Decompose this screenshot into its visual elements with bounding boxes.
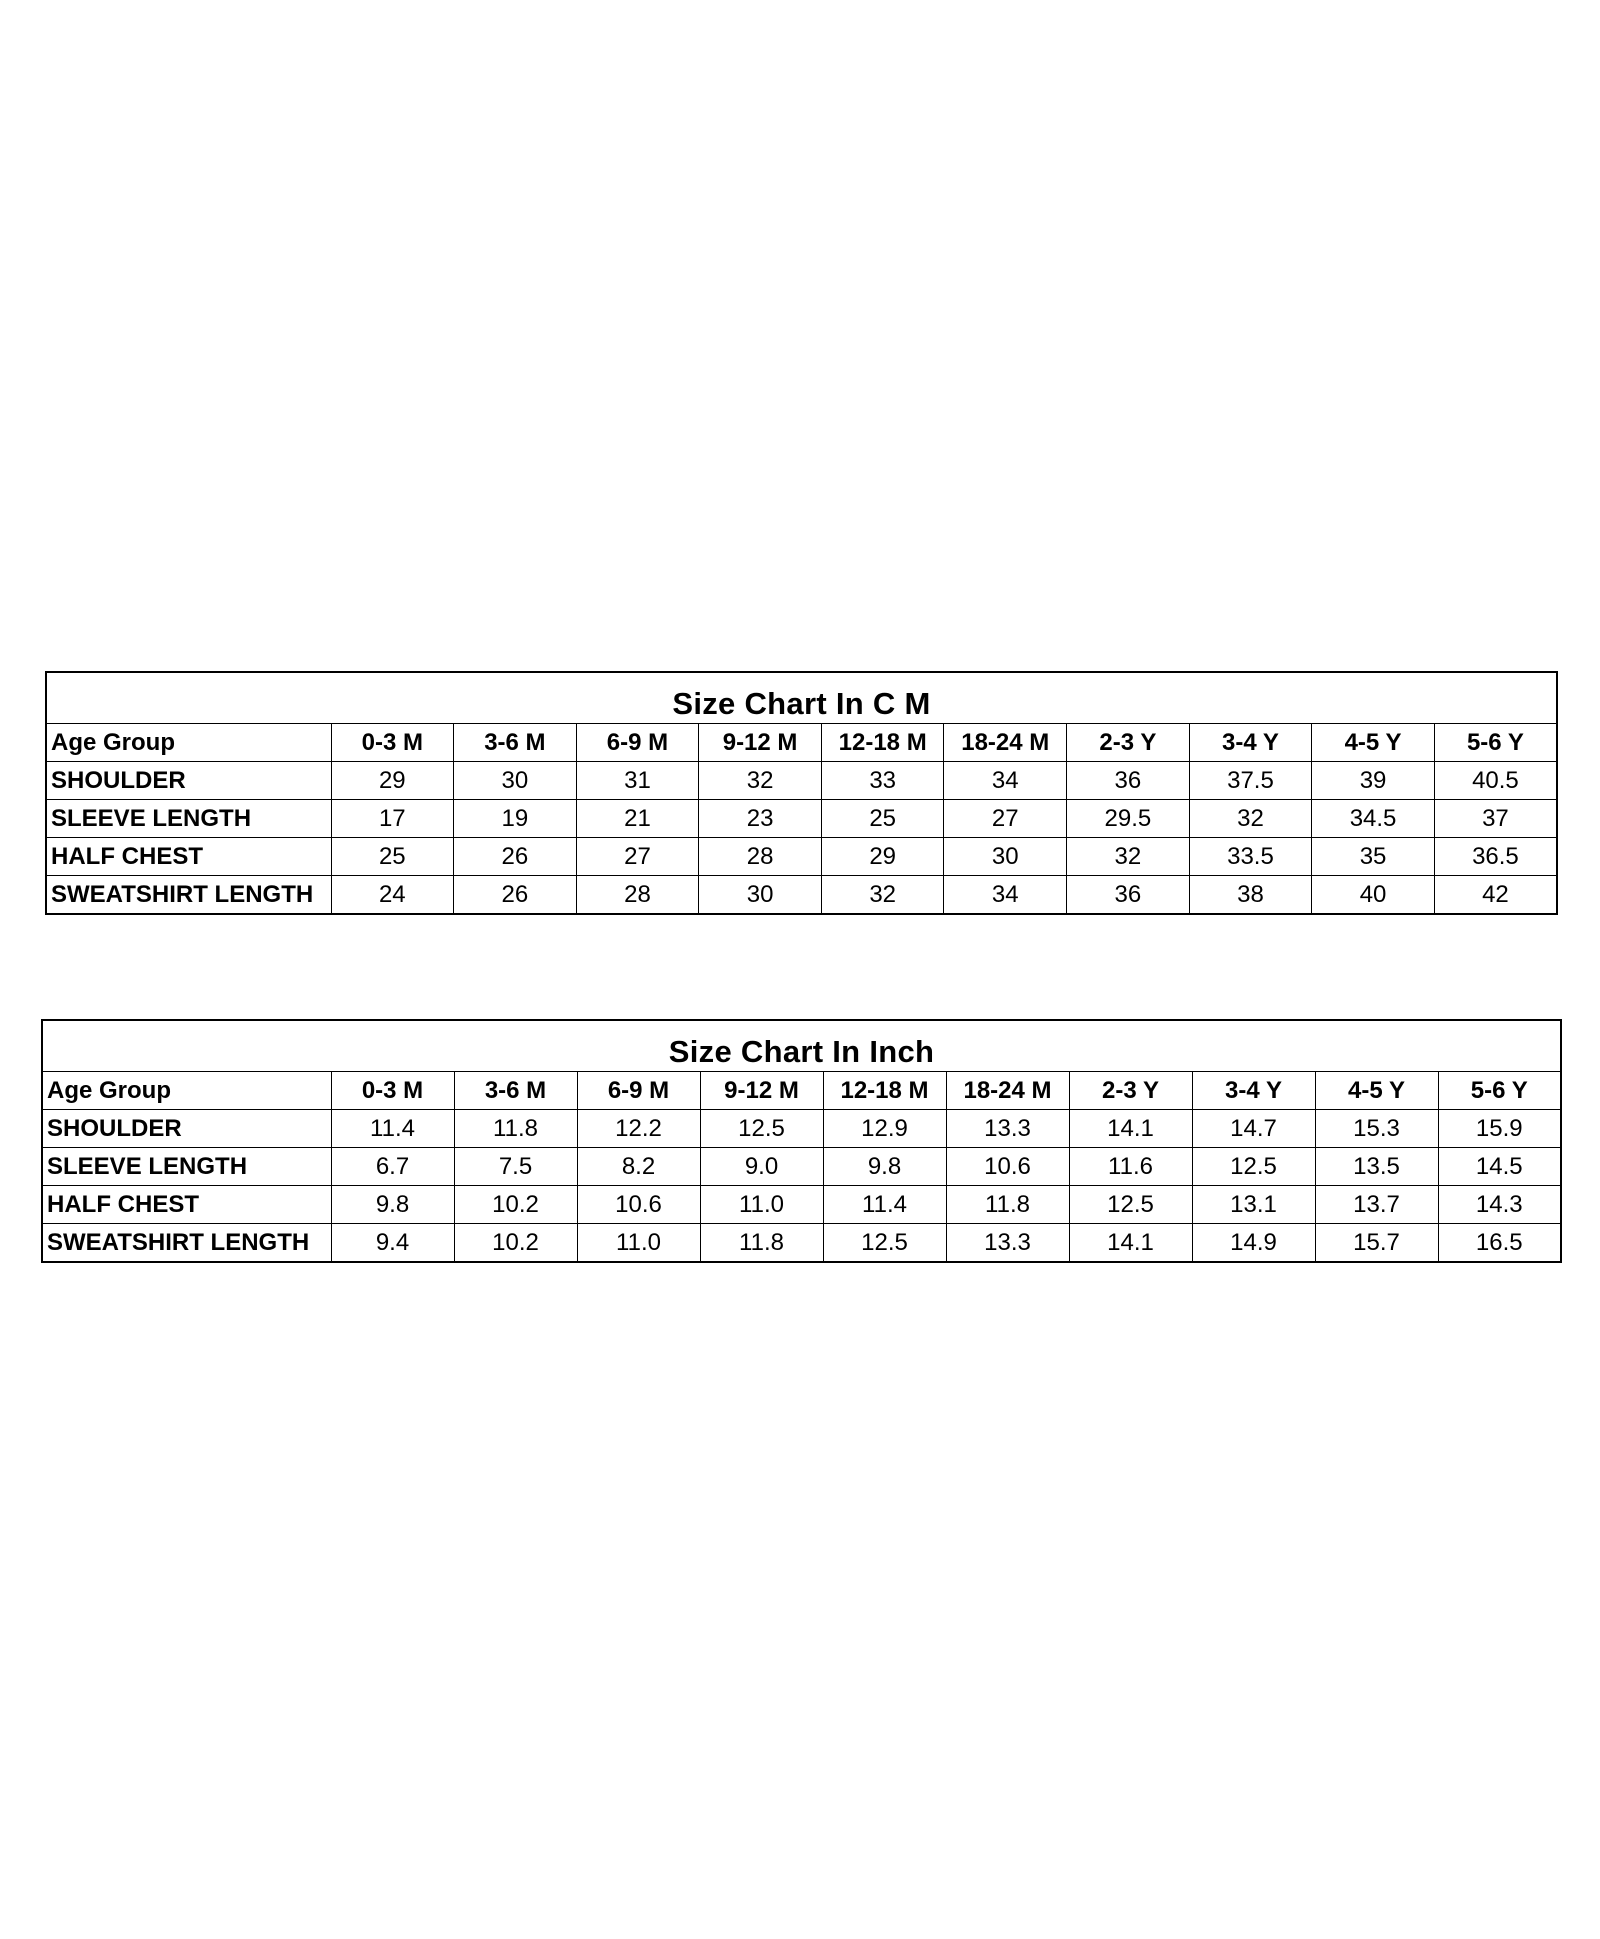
table-cell: 11.4 <box>331 1110 454 1148</box>
table-cell: 11.8 <box>454 1110 577 1148</box>
table-cell: 24 <box>331 876 454 915</box>
table-cell: 9.8 <box>331 1186 454 1224</box>
table-cell: 37.5 <box>1189 762 1312 800</box>
table-cell: 29 <box>821 838 944 876</box>
table-cell: 26 <box>454 876 577 915</box>
table-cell: 11.0 <box>577 1224 700 1263</box>
column-header: 3-4 Y <box>1192 1072 1315 1110</box>
table-cell: 29 <box>331 762 454 800</box>
table-cell: 6.7 <box>331 1148 454 1186</box>
row-label: SWEATSHIRT LENGTH <box>42 1224 331 1263</box>
column-header: 5-6 Y <box>1434 724 1557 762</box>
table-cell: 9.4 <box>331 1224 454 1263</box>
column-header: 12-18 M <box>821 724 944 762</box>
table-row <box>42 1186 1561 1224</box>
row-label: HALF CHEST <box>46 838 331 876</box>
table-cell: 11.0 <box>700 1186 823 1224</box>
table-row <box>42 1224 1561 1263</box>
column-header: 4-5 Y <box>1315 1072 1438 1110</box>
column-header: 3-6 M <box>454 1072 577 1110</box>
table-cell: 10.2 <box>454 1186 577 1224</box>
table-cell: 30 <box>944 838 1067 876</box>
table-row <box>42 1110 1561 1148</box>
table-cell: 9.8 <box>823 1148 946 1186</box>
table-cell: 14.1 <box>1069 1224 1192 1263</box>
table-cell: 27 <box>944 800 1067 838</box>
table-row <box>46 762 1557 800</box>
table-cell: 36.5 <box>1434 838 1557 876</box>
column-header: 6-9 M <box>576 724 699 762</box>
table-cell: 15.7 <box>1315 1224 1438 1263</box>
table-cell: 12.5 <box>700 1110 823 1148</box>
table-cell: 11.6 <box>1069 1148 1192 1186</box>
table-cell: 42 <box>1434 876 1557 915</box>
column-header: 9-12 M <box>699 724 822 762</box>
size-chart-inch-table <box>41 1019 1562 1263</box>
table-cell: 8.2 <box>577 1148 700 1186</box>
table-cell: 35 <box>1312 838 1435 876</box>
table-cell: 31 <box>576 762 699 800</box>
table-row <box>46 876 1557 915</box>
table-row <box>42 1148 1561 1186</box>
table-cell: 38 <box>1189 876 1312 915</box>
table-cell: 7.5 <box>454 1148 577 1186</box>
column-header: 2-3 Y <box>1067 724 1190 762</box>
row-label: SLEEVE LENGTH <box>46 800 331 838</box>
table-cell: 13.5 <box>1315 1148 1438 1186</box>
table-cell: 34 <box>944 876 1067 915</box>
table-cell: 12.9 <box>823 1110 946 1148</box>
table-cell: 13.1 <box>1192 1186 1315 1224</box>
table-cell: 10.2 <box>454 1224 577 1263</box>
table-row <box>46 800 1557 838</box>
column-header: 12-18 M <box>823 1072 946 1110</box>
table-cell: 11.8 <box>700 1224 823 1263</box>
table-cell: 34.5 <box>1312 800 1435 838</box>
table-cell: 26 <box>454 838 577 876</box>
table-cell: 32 <box>821 876 944 915</box>
row-label: SWEATSHIRT LENGTH <box>46 876 331 915</box>
table-title: Size Chart In C M <box>46 672 1557 724</box>
table-cell: 15.9 <box>1438 1110 1561 1148</box>
table-cell: 30 <box>699 876 822 915</box>
table-cell: 13.3 <box>946 1110 1069 1148</box>
table-cell: 17 <box>331 800 454 838</box>
column-header: 5-6 Y <box>1438 1072 1561 1110</box>
column-header: 9-12 M <box>700 1072 823 1110</box>
table-cell: 36 <box>1067 876 1190 915</box>
table-cell: 12.5 <box>1069 1186 1192 1224</box>
table-cell: 14.1 <box>1069 1110 1192 1148</box>
table-cell: 10.6 <box>946 1148 1069 1186</box>
column-header: 6-9 M <box>577 1072 700 1110</box>
table-cell: 13.7 <box>1315 1186 1438 1224</box>
table-cell: 32 <box>699 762 822 800</box>
table-cell: 39 <box>1312 762 1435 800</box>
table-cell: 30 <box>454 762 577 800</box>
column-header: 3-6 M <box>454 724 577 762</box>
table-cell: 40 <box>1312 876 1435 915</box>
age-group-label: Age Group <box>42 1072 331 1110</box>
table-row <box>46 838 1557 876</box>
table-cell: 36 <box>1067 762 1190 800</box>
table-cell: 14.5 <box>1438 1148 1561 1186</box>
table-cell: 33 <box>821 762 944 800</box>
age-group-label: Age Group <box>46 724 331 762</box>
table-cell: 28 <box>576 876 699 915</box>
table-cell: 32 <box>1067 838 1190 876</box>
table-cell: 25 <box>821 800 944 838</box>
table-cell: 27 <box>576 838 699 876</box>
table-cell: 21 <box>576 800 699 838</box>
table-cell: 15.3 <box>1315 1110 1438 1148</box>
table-cell: 11.8 <box>946 1186 1069 1224</box>
table-cell: 29.5 <box>1067 800 1190 838</box>
table-cell: 23 <box>699 800 822 838</box>
column-header: 2-3 Y <box>1069 1072 1192 1110</box>
table-header-row <box>42 1072 1561 1110</box>
table-cell: 9.0 <box>700 1148 823 1186</box>
table-cell: 25 <box>331 838 454 876</box>
row-label: SLEEVE LENGTH <box>42 1148 331 1186</box>
table-cell: 37 <box>1434 800 1557 838</box>
column-header: 4-5 Y <box>1312 724 1435 762</box>
table-title: Size Chart In Inch <box>42 1020 1561 1072</box>
table-cell: 14.7 <box>1192 1110 1315 1148</box>
column-header: 18-24 M <box>946 1072 1069 1110</box>
table-header-row <box>46 724 1557 762</box>
column-header: 3-4 Y <box>1189 724 1312 762</box>
row-label: SHOULDER <box>42 1110 331 1148</box>
table-cell: 12.5 <box>823 1224 946 1263</box>
table-cell: 13.3 <box>946 1224 1069 1263</box>
table-cell: 34 <box>944 762 1067 800</box>
table-cell: 28 <box>699 838 822 876</box>
table-title-row <box>46 672 1557 724</box>
column-header: 0-3 M <box>331 724 454 762</box>
row-label: SHOULDER <box>46 762 331 800</box>
table-cell: 19 <box>454 800 577 838</box>
table-title-row <box>42 1020 1561 1072</box>
table-cell: 33.5 <box>1189 838 1312 876</box>
column-header: 0-3 M <box>331 1072 454 1110</box>
table-cell: 12.5 <box>1192 1148 1315 1186</box>
row-label: HALF CHEST <box>42 1186 331 1224</box>
table-cell: 16.5 <box>1438 1224 1561 1263</box>
table-cell: 14.9 <box>1192 1224 1315 1263</box>
table-cell: 14.3 <box>1438 1186 1561 1224</box>
size-chart-cm-table <box>45 671 1558 915</box>
table-cell: 11.4 <box>823 1186 946 1224</box>
column-header: 18-24 M <box>944 724 1067 762</box>
table-cell: 10.6 <box>577 1186 700 1224</box>
table-cell: 40.5 <box>1434 762 1557 800</box>
table-cell: 32 <box>1189 800 1312 838</box>
table-cell: 12.2 <box>577 1110 700 1148</box>
